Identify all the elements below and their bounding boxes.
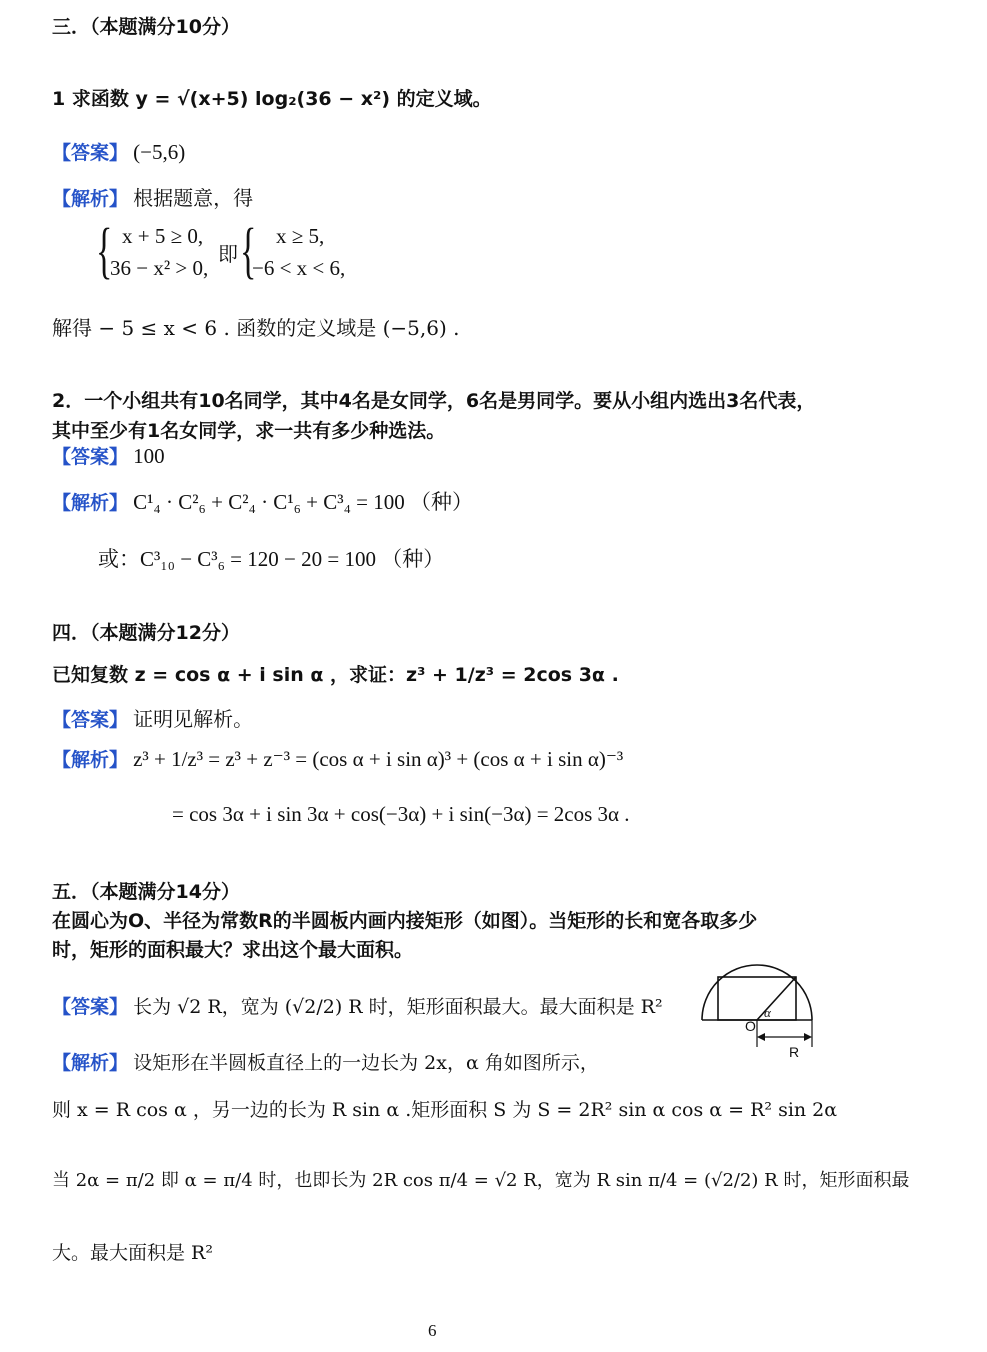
- brace-left-2: {: [240, 217, 257, 285]
- r-arrow-left: [757, 1033, 765, 1041]
- sec4-analysis-line-2: = cos 3α + i sin 3α + cos(−3α) + i sin(−3α) = 2cos 3α .: [172, 802, 630, 826]
- q1-conclusion: 解得 − 5 ≤ x < 6 . 函数的定义域是 (−5,6) .: [52, 316, 460, 340]
- q1-answer-row: [52, 138, 185, 165]
- sec5-analysis-line-1: 设矩形在半圆板直径上的一边长为 2x，α 角如图所示，: [133, 1052, 599, 1074]
- q1-analysis-intro: 根据题意，得: [133, 186, 254, 210]
- sec4-answer-row: [52, 703, 253, 732]
- answer-label: 【答案】: [52, 709, 129, 731]
- radius-line: [757, 977, 796, 1020]
- sec5-answer: 长为 √2 R，宽为 (√2/2) R 时，矩形面积最大。最大面积是 R²: [133, 996, 663, 1018]
- q2-question-line-1: 2．一个小组共有10名同学，其中4名是女同学，6名是男同学。要从小组内选出3名代表，: [52, 390, 816, 412]
- section-3-title: 三．（本题满分10分）: [52, 16, 240, 38]
- sys2-line-2: −6 < x < 6,: [252, 256, 346, 280]
- section-4-title: 四．（本题满分12分）: [52, 622, 240, 644]
- sec5-analysis-line-3: 当 2α = π/2 即 α = π/4 时，也即长为 2R cos π/4 = √2 R，宽为 R sin π/4 = (√2/2) R 时，矩形面积最: [52, 1170, 910, 1191]
- q1-answer: (−5,6): [133, 140, 186, 164]
- sec4-analysis-row: [52, 745, 623, 772]
- answer-label: 【答案】: [52, 142, 129, 164]
- sec5-question-line-1: 在圆心为O、半径为常数R的半圆板内画内接矩形（如图）。当矩形的长和宽各取多少: [52, 910, 758, 932]
- q1-question: 1 求函数 y = √(x+5) log₂(36 − x²) 的定义域。: [52, 88, 492, 110]
- sec5-answer-row: [52, 992, 663, 1019]
- label-r: R: [789, 1044, 800, 1060]
- label-alpha: α: [764, 1005, 771, 1020]
- q1-analysis-row: [52, 182, 253, 211]
- sec4-answer: 证明见解析。: [133, 707, 254, 731]
- answer-label: 【答案】: [52, 446, 129, 468]
- page-number: 6: [428, 1321, 437, 1340]
- q2-alternative: 或：C³₁₀ − C³₆ = 120 − 20 = 100 （种）: [98, 547, 445, 571]
- r-arrow-right: [804, 1033, 812, 1041]
- analysis-label: 【解析】: [52, 188, 129, 210]
- sec4-question: 已知复数 z = cos α + i sin α ，求证：z³ + 1/z³ = 2cos 3α .: [52, 664, 619, 686]
- answer-label: 【答案】: [52, 996, 129, 1018]
- analysis-label: 【解析】: [52, 749, 129, 771]
- sec5-analysis-line-4: 大。最大面积是 R²: [52, 1242, 213, 1264]
- sys1-line-2: 36 − x² > 0,: [110, 256, 209, 280]
- section-5-title: 五．（本题满分14分）: [52, 881, 240, 903]
- semicircle-rectangle-figure: [690, 955, 825, 1067]
- connector-text: 即: [218, 242, 238, 266]
- sec5-analysis-row: [52, 1048, 599, 1075]
- q2-analysis: C¹₄ · C²₆ + C²₄ · C¹₆ + C³₄ = 100 （种）: [133, 490, 473, 514]
- q2-question-line-2: 其中至少有1名女同学，求一共有多少种选法。: [52, 420, 446, 442]
- analysis-label: 【解析】: [52, 1052, 129, 1074]
- analysis-label: 【解析】: [52, 492, 129, 514]
- sys1-line-1: x + 5 ≥ 0,: [122, 224, 204, 248]
- q2-answer-row: [52, 442, 165, 469]
- label-o: O: [745, 1018, 756, 1034]
- sys2-line-1: x ≥ 5,: [276, 224, 325, 248]
- q2-answer: 100: [133, 444, 165, 468]
- inscribed-rectangle: [718, 977, 796, 1020]
- sec4-analysis-line-1: z³ + 1/z³ = z³ + z⁻³ = (cos α + i sin α)³ + (cos α + i sin α)⁻³: [133, 747, 624, 771]
- sec5-question-line-2: 时，矩形的面积最大？求出这个最大面积。: [52, 939, 414, 961]
- brace-left-1: {: [96, 217, 113, 285]
- sec5-analysis-line-2: 则 x = R cos α ，另一边的长为 R sin α .矩形面积 S 为 S = 2R² sin α cos α = R² sin 2α: [52, 1099, 838, 1121]
- q2-analysis-row: [52, 486, 473, 516]
